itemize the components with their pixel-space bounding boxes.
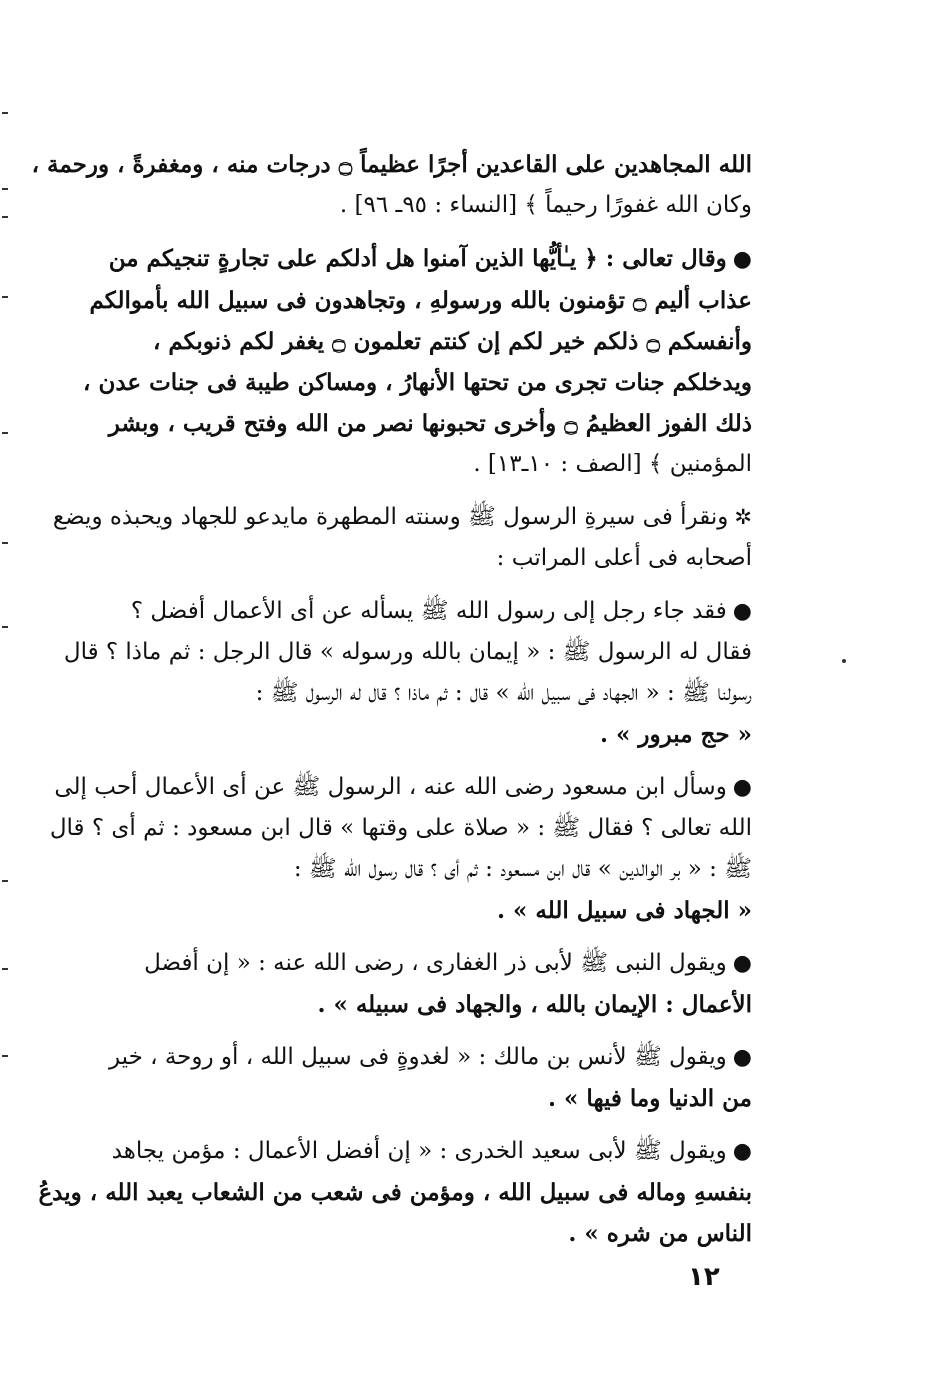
- margin-mark: [2, 112, 8, 114]
- text-line: الله تعالى ؟ فقال ﷺ : « صلاة على وقتها » قال ابن مسعود : ثم أى ؟ قال: [49, 815, 752, 841]
- text-line: أصحابه فى أعلى المراتب :: [496, 545, 752, 571]
- paragraph-5: [49, 767, 752, 931]
- text-line-content: ونقرأ فى سيرةِ الرسول ﷺ وسنته المطهرة مايدعو للجهاد ويحبذه ويضع: [52, 504, 729, 530]
- bullet-icon: ●: [732, 1139, 752, 1164]
- paragraph-1: [31, 144, 752, 226]
- page-number: ١٢: [688, 1262, 720, 1292]
- text-line: « حج مبرور » .: [599, 721, 752, 748]
- text-line-content: وقال تعالى : ﴿ يـٰأيُّها الذين آمنوا هل أدلكم على تجارةٍ تنجيكم من: [108, 245, 727, 272]
- text-line: ﷺ : « بر الوالدين » قال ابن مسعود : ثم أى ؟ قال رسول الله ﷺ :: [293, 856, 752, 882]
- text-line-content: ويقول ﷺ لأبى سعيد الخدرى : « إن أفضل الأعمال : مؤمن يجاهد: [111, 1138, 727, 1164]
- bullet-icon: ●: [732, 246, 752, 272]
- paragraph-4: [63, 591, 752, 755]
- text-line: [78, 943, 752, 984]
- paragraph-8: [38, 1131, 752, 1254]
- text-line: الأعمال : الإيمان بالله ، والجهاد فى سبيله » .: [317, 991, 752, 1018]
- stray-dot: [842, 659, 846, 663]
- text-line: وأنفسكم ۝ ذلكم خير لكم إن كنتم تعلمون ۝ يغفر لكم ذنوبكم ،: [152, 328, 752, 355]
- text-line: المؤمنين ﴾ [الصف : ١٠ـ١٣] .: [473, 451, 752, 477]
- text-line: [78, 1037, 752, 1078]
- margin-mark: [2, 542, 8, 544]
- document-page: [31, 144, 752, 1266]
- bullet-icon: ●: [732, 951, 752, 976]
- bullet-icon: ●: [732, 1045, 752, 1070]
- bullet-icon: ●: [732, 599, 752, 624]
- text-line: عذاب أليم ۝ تؤمنون بالله ورسولهِ ، وتجاهدون فى سبيل الله بأموالكم: [89, 287, 752, 314]
- text-line: ذلك الفوز العظيمُ ۝ وأخرى تحبونها نصر من الله وفتح قريب ، وبشر: [108, 410, 752, 437]
- text-line: من الدنيا وما فيها » .: [547, 1085, 752, 1112]
- text-line: ويدخلكم جنات تجرى من تحتها الأنهارُ ، ومساكن طيبة فى جنات عدن ،: [83, 369, 752, 396]
- text-line-content: وسأل ابن مسعود رضى الله عنه ، الرسول ﷺ عن أى الأعمال أحب إلى: [54, 774, 727, 800]
- margin-mark: [2, 880, 8, 882]
- text-line: الله المجاهدين على القاعدين أجرًا عظيماً ۝ درجات منه ، ومغفرةً ، ورحمة ،: [31, 151, 752, 178]
- text-line: بنفسهِ وماله فى سبيل الله ، ومؤمن فى شعب من الشعاب يعبد الله ، ويدعُ: [38, 1179, 752, 1206]
- margin-mark: [2, 188, 8, 190]
- text-line-content: ويقول ﷺ لأنس بن مالك : « لغدوةٍ فى سبيل الله ، أو روحة ، خير: [108, 1044, 727, 1070]
- margin-mark: [2, 296, 8, 298]
- text-line: [78, 238, 752, 280]
- text-line: [78, 1131, 752, 1172]
- asterisk-icon: ✲: [734, 505, 752, 529]
- paragraph-6: [78, 943, 752, 1025]
- bullet-icon: ●: [732, 775, 752, 800]
- margin-mark: [2, 968, 8, 970]
- margin-mark: [2, 1055, 8, 1057]
- text-line: رسولنا ﷺ : « الجهاد فى سبيل الله » قال : ثم ماذا ؟ قال له الرسول ﷺ :: [255, 680, 752, 706]
- paragraph-7: [78, 1037, 752, 1119]
- text-line: [52, 497, 752, 538]
- margin-mark: [2, 216, 8, 218]
- margin-mark: [2, 626, 8, 628]
- margin-mark: [2, 432, 8, 434]
- text-line: فقال له الرسول ﷺ : « إيمان بالله ورسوله » قال الرجل : ثم ماذا ؟ قال: [63, 639, 752, 665]
- text-line: الناس من شره » .: [568, 1220, 752, 1247]
- text-line-content: فقد جاء رجل إلى رسول الله ﷺ يسأله عن أى الأعمال أفضل ؟: [130, 598, 727, 624]
- text-line: [54, 767, 752, 808]
- paragraph-2: [78, 238, 752, 485]
- text-line: « الجهاد فى سبيل الله » .: [497, 897, 752, 924]
- text-line-content: ويقول النبى ﷺ لأبى ذر الغفارى ، رضى الله عنه : « إن أفضل: [144, 950, 727, 976]
- text-line: [78, 591, 752, 632]
- text-line: وكان الله غفورًا رحيماً ﴾ [النساء : ٩٥ـ ٩٦] .: [339, 192, 752, 218]
- paragraph-3: [52, 497, 752, 579]
